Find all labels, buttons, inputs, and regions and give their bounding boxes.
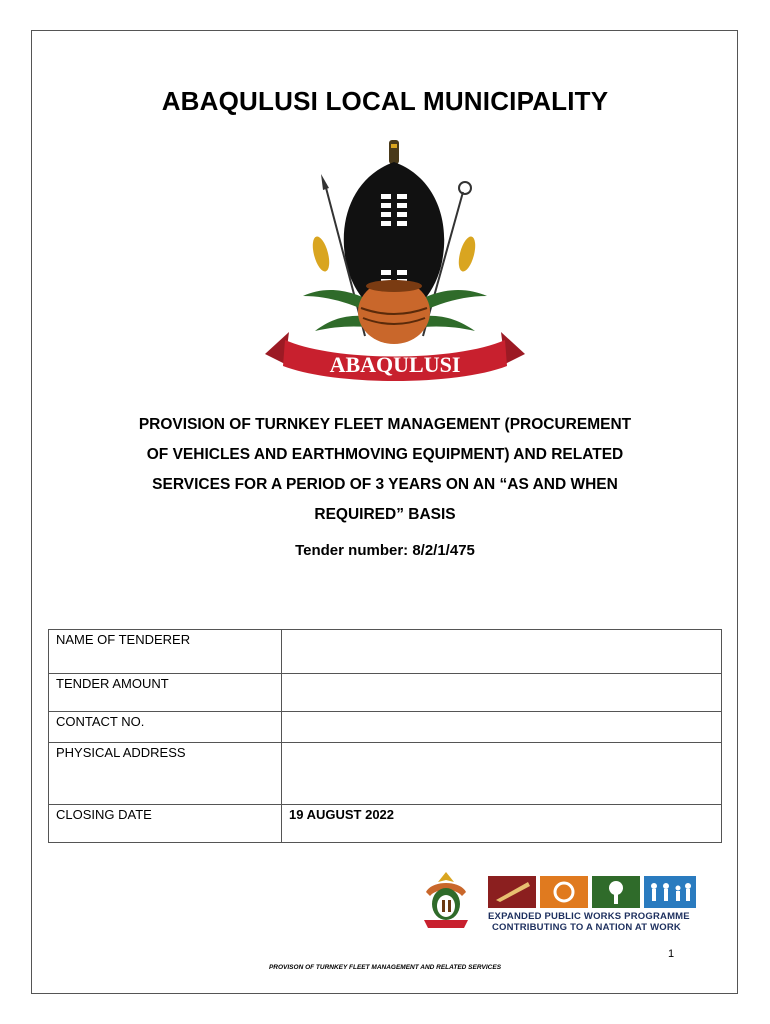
table-row <box>49 743 722 805</box>
heading-line: REQUIRED” BASIS <box>314 506 456 523</box>
heading-line: SERVICES FOR A PERIOD OF 3 YEARS ON AN “AS AND WHEN <box>152 476 618 493</box>
tender-number: Tender number: 8/2/1/475 <box>295 542 475 559</box>
south-africa-coat-of-arms-icon <box>418 870 474 932</box>
row-label: NAME OF TENDERER <box>49 630 282 674</box>
row-label: PHYSICAL ADDRESS <box>49 743 282 805</box>
heading-line: OF VEHICLES AND EARTHMOVING EQUIPMENT) AND RELATED <box>146 446 624 463</box>
table-row <box>49 674 722 712</box>
row-label: TENDER AMOUNT <box>49 674 282 712</box>
contact-number-field[interactable] <box>282 712 722 743</box>
table-row <box>49 805 722 843</box>
physical-address-field[interactable] <box>282 743 722 805</box>
document-title: ABAQULUSI LOCAL MUNICIPALITY <box>161 86 609 116</box>
tenderer-name-field[interactable] <box>282 630 722 674</box>
epwp-title: EXPANDED PUBLIC WORKS PROGRAMME <box>488 911 690 922</box>
table-row <box>49 630 722 674</box>
page-number: 1 <box>668 948 675 960</box>
row-label: CONTACT NO. <box>49 712 282 743</box>
abaqulusi-crest-logo <box>255 136 535 386</box>
tender-heading <box>80 410 690 530</box>
row-label: CLOSING DATE <box>49 805 282 843</box>
epwp-slogan: CONTRIBUTING TO A NATION AT WORK <box>492 922 681 933</box>
tender-amount-field[interactable] <box>282 674 722 712</box>
heading-line: PROVISION OF TURNKEY FLEET MANAGEMENT (PROCUREMENT <box>138 416 632 433</box>
closing-date-value: 19 AUGUST 2022 <box>282 805 722 843</box>
crest-ribbon-text: ABAQULUSI <box>329 352 461 377</box>
tenderer-details-table <box>48 629 722 843</box>
footer-text: PROVISON OF TURNKEY FLEET MANAGEMENT AND RELATED SERVICES <box>268 964 502 971</box>
table-row <box>49 712 722 743</box>
